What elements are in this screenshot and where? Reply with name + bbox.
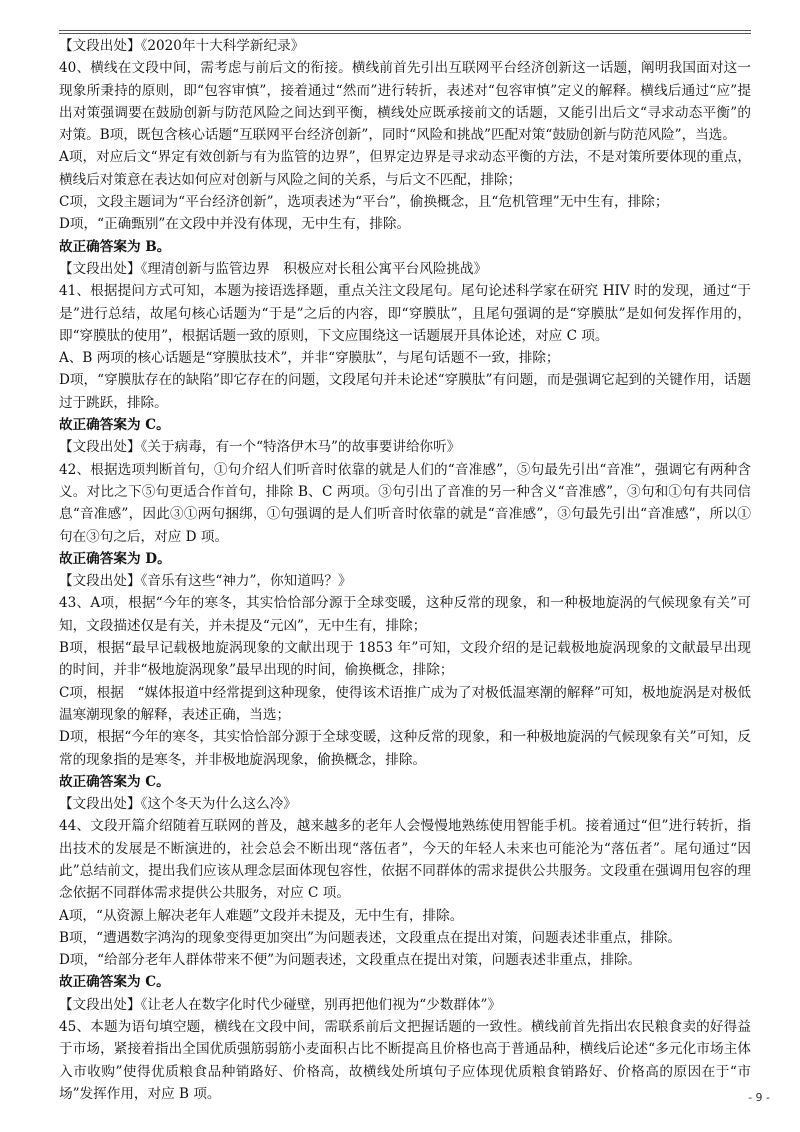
answer-line: 故正确答案为 B。 [59, 238, 171, 255]
explanation-paragraph: A项，对应后文“界定有效创新与有为监管的边界”，但界定边界是寻求动态平衡的方法，不是对策所要体现的重点，横线后对策意在表达如何应对创新与风险之间的关系，与后文不匹配，排除； [59, 149, 751, 188]
answer-line: 故正确答案为 D。 [59, 550, 171, 567]
explanation-paragraph: C项，根据 “媒体报道中经常提到这种现象，使得该术语推广成为了对极低温寒潮的解释”可知，极地旋涡是对极低温寒潮现象的解释，表述正确，当选； [59, 684, 751, 723]
explanation-paragraph: 43、A项，根据“今年的寒冬，其实恰恰部分源于全球变暖，这种反常的现象，和一种极地旋涡的气候现象有关”可知，文段描述仅是有关，并未提及“元凶”，无中生有，排除； [59, 595, 751, 634]
explanation-paragraph: D项，“正确甄别”在文段中并没有体现，无中生有，排除。 [59, 216, 411, 233]
explanation-paragraph: 45、本题为语句填空题，横线在文段中间，需联系前后文把握话题的一致性。横线前首先指出农民粮食卖的好得益于市场，紧接着指出全国优质强筋弱筋小麦面积占比不断提高且价格也高于普通品种，横线后论述“多元化市场主体入市收购”使得优质粮食品种销路好、价格高，故横线处所填句子应体现优质粮食销路好、价格高的原因在于“市场”发挥作用，对应 B 项。 [59, 1019, 751, 1102]
source-citation: 【文段出处】《2020年十大科学新纪录》 [59, 38, 305, 54]
explanation-paragraph: D项，“给部分老年人群体带来不便”为问题表述，文段重点在提出对策，问题表述非重点，排除。 [59, 952, 642, 969]
source-citation: 【文段出处】《这个冬天为什么这么冷》 [59, 796, 297, 813]
explanation-paragraph: B项，“遭遇数字鸿沟的现象变得更加突出”为问题表述，文段重点在提出对策，问题表述非重点，排除。 [59, 929, 682, 946]
source-citation: 【文段出处】《音乐有这些“神力”，你知道吗？》 [59, 573, 352, 590]
explanation-paragraph: D项，“穿膜肽存在的缺陷”即它存在的问题，文段尾句并未论述“穿膜肽”有问题，而是强调它起到的关键作用，话题过于跳跃，排除。 [59, 372, 751, 411]
explanation-paragraph: C项，文段主题词为“平台经济创新”，选项表述为“平台”，偷换概念，且“危机管理”无中生有，排除； [59, 194, 669, 211]
header-rule-secondary [59, 33, 751, 34]
explanation-paragraph: 41、根据提问方式可知，本题为接语选择题，重点关注文段尾句。尾句论述科学家在研究 HIV 时的发现，通过“于是”进行总结，故尾句核心话题为“于是”之后的内容，即“穿膜肽”，且尾句强调的是“穿膜肽”是如何发挥作用的，即“穿膜肽的使用”，根据话题一致的原则，下文应围绕这一话题展开具体论述，对应 C 项。 [59, 283, 751, 344]
page-number: - 9 - [748, 1091, 770, 1104]
explanation-paragraph: 42、根据选项判断首句，①句介绍人们听音时依靠的就是人们的“音准感”，⑤句最先引出“音准”，强调它有两种含义。对比之下⑤句更适合作首句，排除 B、C 两项。③句引出了音准的另一种含义“音准感”，③句和①句有共同信息“音准感”，因此③①两句捆绑，①句强调的是人们听音时依靠的就是“音准感”，③句最先引出“音准感”，所以①句在③句之后，对应 D 项。 [59, 461, 751, 545]
explanation-paragraph: 44、文段开篇介绍随着互联网的普及，越来越多的老年人会慢慢地熟练使用智能手机。接着通过“但”进行转折，指出技术的发展是不断演进的，社会总会不断出现“落伍者”，今天的年轻人未来也可能沦为“落伍者”。尾句通过“因此”总结前文，提出我们应该从理念层面体现包容性，依据不同群体的需求提供公共服务。文段重在强调用包容的理念依据不同群体需求提供公共服务，对应 C 项。 [59, 818, 751, 902]
answer-line: 故正确答案为 C。 [59, 974, 170, 991]
explanation-paragraph: A、B 两项的核心话题是“穿膜肽技术”，并非“穿膜肽”，与尾句话题不一致，排除； [59, 350, 560, 367]
explanation-paragraph: A项，“从资源上解决老年人难题”文段并未提及，无中生有，排除。 [59, 907, 464, 924]
header-rule [59, 30, 751, 31]
explanation-paragraph: D项，根据“今年的寒冬，其实恰恰部分源于全球变暖，这种反常的现象，和一种极地旋涡的气候现象有关”可知，反常的现象指的是寒冬，并非极地旋涡现象，偷换概念，排除。 [59, 729, 751, 768]
explanation-paragraph: 40、横线在文段中间，需考虑与前后文的衔接。横线前首先引出互联网平台经济创新这一话题，阐明我国面对这一现象所秉持的原则，即“包容审慎”，接着通过“然而”进行转折，表述对“包容审慎”定义的解释。横线后通过“应”提出对策强调要在鼓励创新与防范风险之间达到平衡，横线处应既承接前文的话题，又能引出后文“寻求动态平衡”的对策。B项，既包含核心话题“互联网平台经济创新”，同时“风险和挑战”匹配对策“鼓励创新与防范风险”，当选。 [59, 60, 751, 144]
source-citation: 【文段出处】《关于病毒，有一个“特洛伊木马”的故事要讲给你听》 [59, 439, 461, 456]
source-citation: 【文段出处】《理清创新与监管边界 积极应对长租公寓平台风险挑战》 [59, 260, 488, 277]
answer-line: 故正确答案为 C。 [59, 773, 170, 790]
answer-line: 故正确答案为 C。 [59, 417, 170, 434]
source-citation: 【文段出处】《让老人在数字化时代少碰壁，别再把他们视为“少数群体”》 [59, 996, 502, 1013]
document-body [59, 35, 751, 1105]
explanation-paragraph: B项，根据“最早记载极地旋涡现象的文献出现于 1853 年”可知，文段介绍的是记载极地旋涡现象的文献最早出现的时间，并非“极地旋涡现象”最早出现的时间，偷换概念，排除； [59, 640, 751, 679]
